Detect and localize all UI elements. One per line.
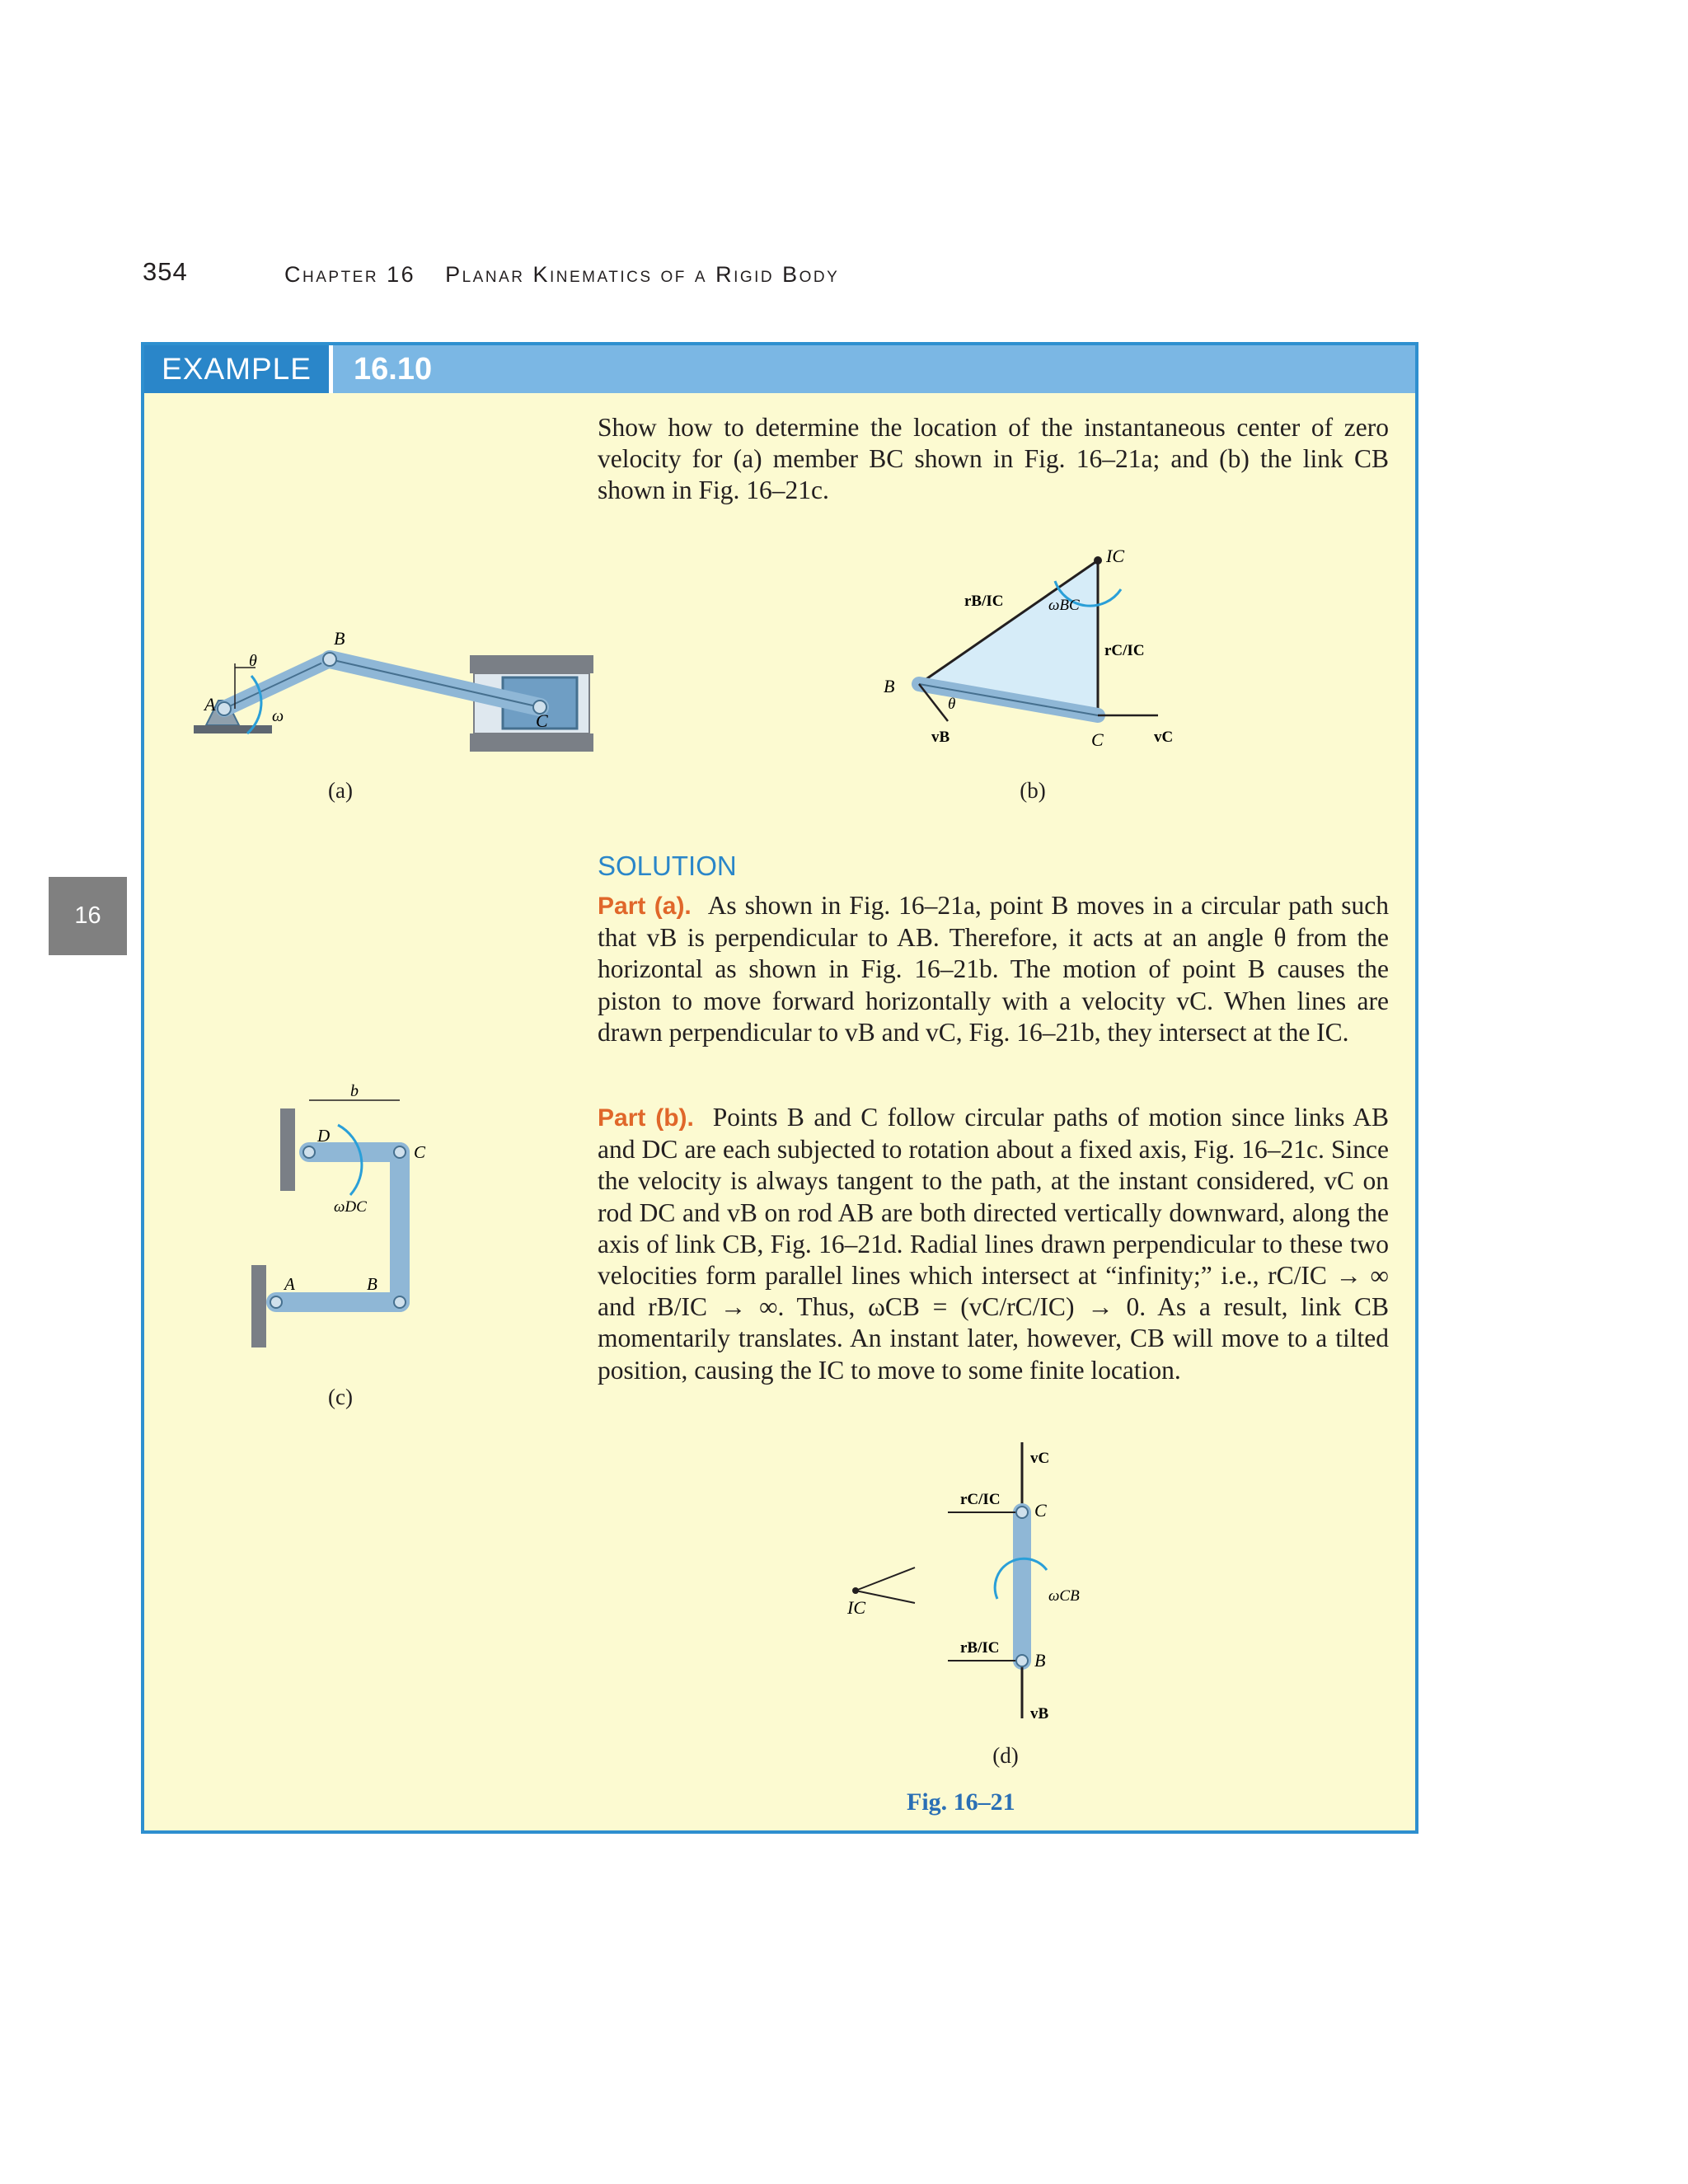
figure-b	[865, 544, 1195, 758]
example-number: 16.10	[354, 352, 433, 387]
part-a-paragraph	[598, 890, 1389, 1048]
crank-ab-outline	[224, 659, 330, 709]
label-theta: θ	[948, 696, 956, 713]
label-c: C	[1034, 1500, 1047, 1521]
part-b-text: Points B and C follow circular paths of motion since links AB and DC are each subjected to rotation about a fixed axis, Fig. 16–21c. Since the velocity is always tangent to the path, at the instant considered, vC on rod DC and vB on rod AB are both directed vertically downward, along the axis of link CB, Fig. 16–21d. Radial lines drawn perpendicular to these two velocities form parallel lines which intersect at “infinity;” i.e., rC/IC → ∞ and rB/IC → ∞. Thus, ωCB = (vC/rC/IC) → 0. As a result, link CB momentarily translates. An instant later, however, CB will move to a tilted position, causing the IC to move to some finite location.	[598, 1103, 1390, 1385]
pin-d	[303, 1146, 315, 1158]
label-r-c-ic: rC/IC	[1104, 642, 1145, 659]
chapter-side-tab: 16	[49, 877, 127, 955]
pin-b	[323, 653, 336, 666]
solution-heading: SOLUTION	[598, 851, 737, 881]
piston-cylinder-top	[470, 655, 593, 673]
part-b-label: Part (b).	[598, 1104, 694, 1132]
ic-point	[1094, 556, 1102, 565]
ground-a	[194, 725, 272, 733]
caption-c: (c)	[328, 1385, 353, 1409]
support-d	[280, 1108, 295, 1191]
example-label: EXAMPLE	[144, 345, 329, 393]
label-b: B	[1034, 1650, 1046, 1671]
label-omega-dc: ωDC	[334, 1198, 367, 1216]
label-v-b: vB	[931, 729, 950, 746]
chapter-label: Chapter 16	[284, 262, 416, 287]
figure-caption: Fig. 16–21	[907, 1788, 1015, 1816]
label-b: B	[884, 676, 895, 696]
chapter-title: Planar Kinematics of a Rigid Body	[445, 262, 840, 287]
label-b-dim: b	[350, 1082, 359, 1100]
pin-a	[270, 1296, 282, 1308]
label-omega-bc: ωBC	[1048, 597, 1080, 614]
label-c: C	[414, 1142, 426, 1162]
pin-b	[1016, 1655, 1028, 1666]
page-number: 354	[143, 257, 188, 286]
pin-b	[394, 1296, 406, 1308]
support-a	[251, 1265, 266, 1347]
label-v-c: vC	[1154, 729, 1174, 746]
part-a-label: Part (a).	[598, 893, 692, 920]
label-b: B	[367, 1274, 377, 1294]
label-omega-cb: ωCB	[1048, 1587, 1080, 1605]
label-r-b-ic: rB/IC	[960, 1639, 1000, 1657]
label-d: D	[317, 1126, 331, 1146]
label-theta: θ	[249, 652, 257, 670]
caption-b: (b)	[1020, 778, 1046, 803]
label-c: C	[1091, 729, 1104, 750]
label-v-b: vB	[1030, 1705, 1049, 1722]
example-header	[144, 345, 1415, 393]
figure-d	[832, 1434, 1129, 1739]
caption-a: (a)	[328, 778, 353, 803]
figure-a	[190, 618, 602, 775]
header-separator	[329, 345, 333, 393]
label-b: B	[334, 628, 345, 649]
pin-a	[218, 702, 231, 715]
pin-c	[394, 1146, 406, 1158]
label-a: A	[204, 694, 216, 715]
caption-d: (d)	[992, 1743, 1019, 1768]
label-ic: IC	[847, 1597, 865, 1618]
label-r-b-ic: rB/IC	[964, 593, 1004, 610]
label-ic: IC	[1106, 546, 1124, 566]
label-v-c: vC	[1030, 1450, 1050, 1467]
part-a-text: As shown in Fig. 16–21a, point B moves in a circular path such that vB is perpendicular to AB. Therefore, it acts at an angle θ from the horizontal as shown in Fig. 16–21b. The motion of point B causes the piston to move forward horizontally with a velocity vC. When lines are drawn perpendicular to vB and vC, Fig. 16–21b, they intersect at the IC.	[598, 891, 1390, 1047]
label-a: A	[284, 1274, 295, 1294]
label-r-c-ic: rC/IC	[960, 1491, 1001, 1508]
label-omega: ω	[272, 707, 284, 725]
ic-point	[852, 1587, 859, 1594]
label-c: C	[536, 710, 548, 731]
part-b-paragraph	[598, 1102, 1389, 1386]
intro-paragraph: Show how to determine the location of the instantaneous center of zero velocity for (a) member BC shown in Fig. 16–21a; and (b) the link CB shown in Fig. 16–21c.	[598, 413, 1389, 505]
figure-c	[239, 1080, 470, 1360]
pin-c	[1016, 1507, 1028, 1518]
piston-cylinder-bottom	[470, 733, 593, 752]
running-head	[284, 262, 839, 288]
